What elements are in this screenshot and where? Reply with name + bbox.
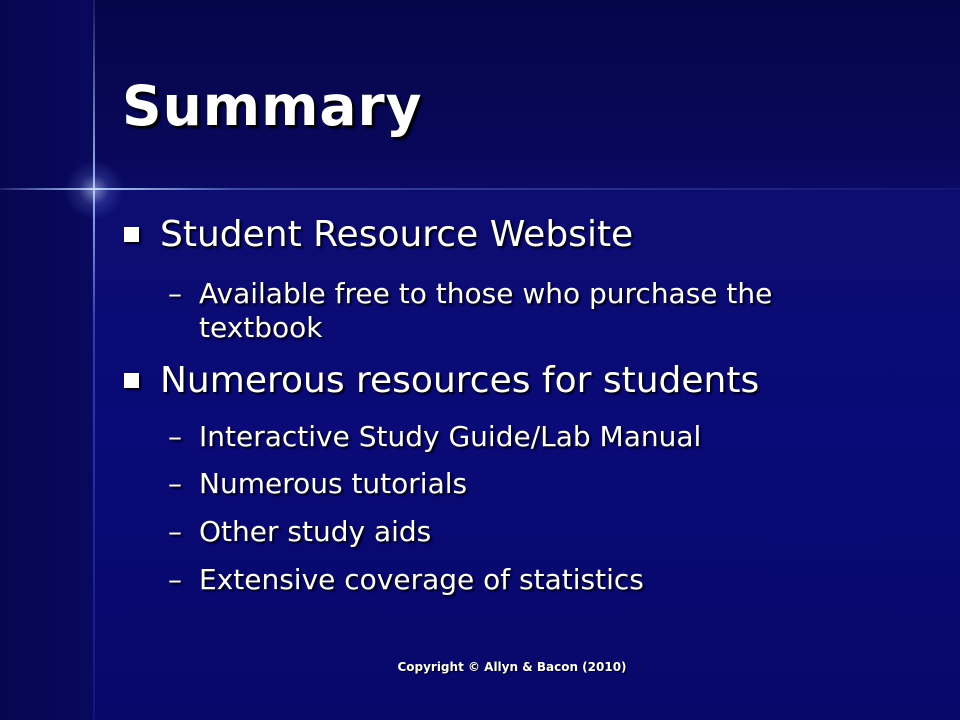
dash-marker: – bbox=[168, 467, 182, 500]
subitem-statistics bbox=[168, 563, 888, 597]
vertical-glow-line bbox=[93, 0, 95, 720]
subitem-available-free bbox=[168, 277, 888, 345]
slide-title: Summary bbox=[122, 74, 423, 138]
bullet-text: Numerous resources for students bbox=[160, 360, 760, 401]
dash-marker: – bbox=[168, 515, 182, 548]
dash-marker: – bbox=[168, 277, 182, 310]
glow-star-decoration bbox=[64, 160, 124, 220]
dash-marker: – bbox=[168, 420, 182, 453]
copyright-footer: Copyright © Allyn & Bacon (2010) bbox=[397, 660, 627, 674]
subitem-text: Other study aids bbox=[199, 515, 432, 548]
subitem-text: Available free to those who purchase the textbook bbox=[199, 277, 773, 344]
bullet-text: Student Resource Website bbox=[160, 214, 634, 255]
subitem-study-aids bbox=[168, 515, 888, 549]
subitem-text: Extensive coverage of statistics bbox=[199, 563, 644, 596]
subitem-study-guide bbox=[168, 420, 888, 454]
subitem-text: Numerous tutorials bbox=[199, 467, 468, 500]
subitem-tutorials bbox=[168, 467, 888, 501]
horizontal-glow-line bbox=[0, 188, 960, 190]
subitem-text: Interactive Study Guide/Lab Manual bbox=[199, 420, 702, 453]
square-bullet-icon bbox=[124, 373, 139, 388]
square-bullet-icon bbox=[124, 227, 139, 242]
dash-marker: – bbox=[168, 563, 182, 596]
left-band-decoration bbox=[0, 0, 92, 720]
